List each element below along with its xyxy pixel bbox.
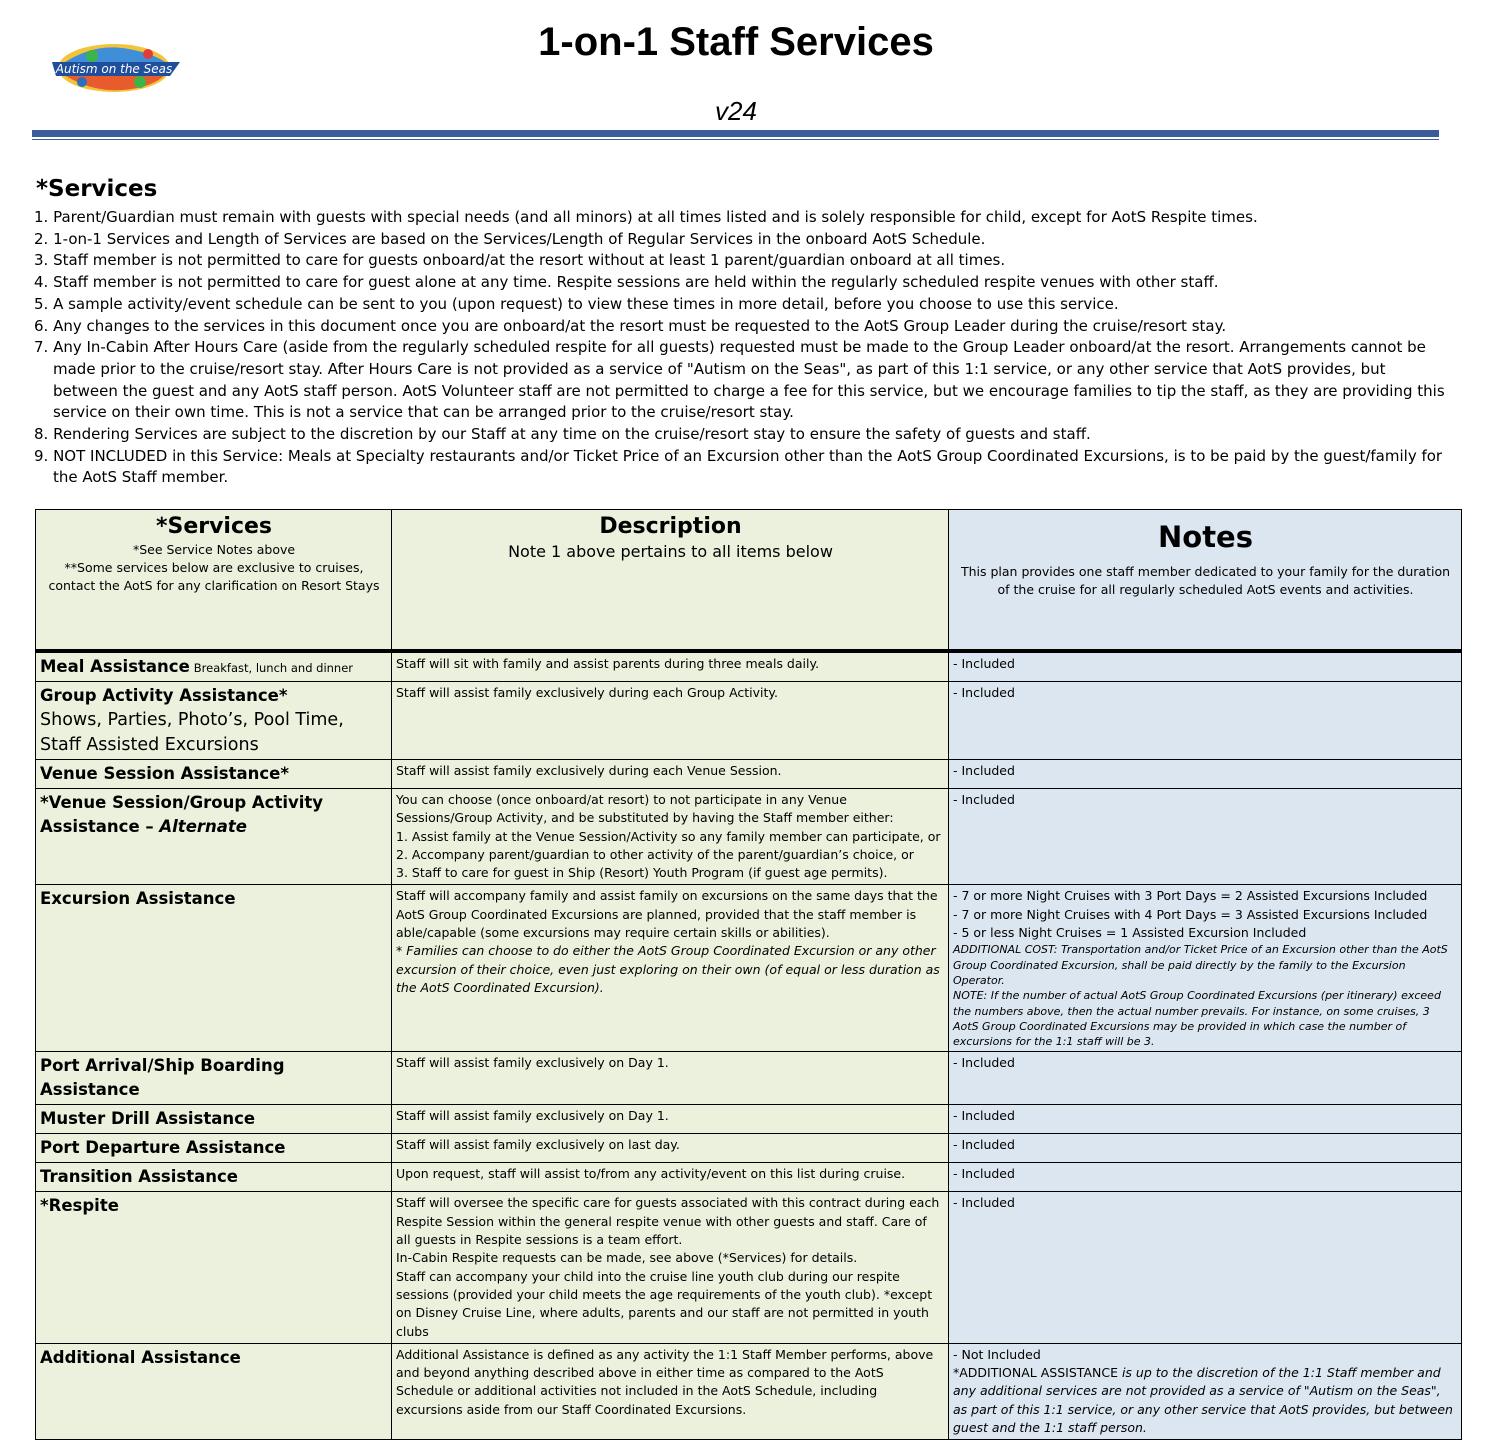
service-name: Excursion Assistance — [40, 889, 236, 909]
service-notes: - 7 or more Night Cruises with 3 Port Days = 2 Assisted Excursions Included - 7 or more Night Cruises with 4 Port Days = 3 Assisted Excursions Included - 5 or less Night Cruises = 1 Assisted Excursion Included ADDITIONAL COST: Transportation and/or Ticket Price of an Excursion other than the AotS Group Coordinated Excursion, shall be paid directly by the family to the Excursion Operator. NOTE: If the number of actual AotS Group Coordinated Excursions (per itinerary) exceed the numbers above, then the actual number prevails. For instance, on some cruises, 3 AotS Group Coordinated Excursions may be provided in which case the number of excursions for the 1:1 staff will be 3. — [949, 885, 1462, 1052]
svg-text:Autism on the Seas: Autism on the Seas — [55, 62, 173, 76]
service-description: Staff will oversee the specific care for guests associated with this contract during each Respite Session within the general respite venue with other guests and staff. Care of all guests in Respite sessions is a team effort. In-Cabin Respite requests can be made, see above (*Services) for details. Staff can accompany your child into the cruise line youth club during our respite sessions (provided your child meets the age requirements of the youth club). *except on Disney Cruise Line, where adults, parents and our staff are not permitted in youth clubs — [392, 1192, 949, 1343]
service-note: 5. A sample activity/event schedule can be sent to you (upon request) to view these times in more detail, before you choose to use this service. — [34, 294, 1119, 313]
service-name: Additional Assistance — [40, 1347, 241, 1367]
table-row — [36, 1105, 1462, 1134]
table-row — [36, 760, 1462, 789]
table-row — [36, 1343, 1462, 1439]
service-notes: - Included — [949, 1192, 1462, 1343]
service-name: *Venue Session/Group Activity Assistance – — [40, 793, 324, 836]
service-note: 1. Parent/Guardian must remain with guests with special needs (and all minors) at all times listed and is solely responsible for child, except for AotS Respite times. — [34, 208, 1258, 226]
service-description: Staff will assist family exclusively during each Venue Session. — [392, 760, 949, 789]
table-header-row — [36, 510, 1462, 652]
service-note: 3. Staff member is not permitted to care for guests onboard/at the resort without at least 1 parent/guardian onboard at all times. — [34, 251, 1006, 270]
service-note: 4. Staff member is not permitted to care for guest alone at any time. Respite sessions are held within the regularly scheduled respite venues with other staff. — [34, 273, 1219, 292]
service-name: Meal Assistance — [40, 657, 190, 676]
service-description: Staff will assist family exclusively on Day 1. — [392, 1052, 949, 1105]
header-rule — [32, 130, 1439, 137]
service-note: 8. Rendering Services are subject to the discretion by our Staff at any time on the cruise/resort stay to ensure the safety of guests and staff. — [34, 425, 1091, 444]
service-notes: - Included — [949, 1052, 1462, 1105]
service-description: Staff will assist family exclusively on Day 1. — [392, 1105, 949, 1134]
service-notes: - Included — [949, 651, 1462, 682]
service-description: Staff will assist family exclusively on last day. — [392, 1134, 949, 1163]
service-notes: - Included — [949, 1163, 1462, 1192]
service-name: Port Departure Assistance — [40, 1138, 286, 1158]
service-name: Muster Drill Assistance — [40, 1109, 256, 1129]
service-notes: - Included — [949, 789, 1462, 885]
service-note: 7. Any In-Cabin After Hours Care (aside from the regularly scheduled respite for all guests) requested must be made to the Group Leader onboard/at the resort. Arrangements cannot be made prior to the cruise/resort stay. After Hours Care is not provided as a service of "Autism on the Seas", as part of this 1:1 service, or any other service that AotS provides, but between the guest and any AotS staff person. AotS Volunteer staff are not permitted to charge a fee for this service, but we encourage families to tip the staff, as they are providing this service on their own time. This is not a service that can be arranged prior to the cruise/resort stay. — [34, 338, 1445, 422]
service-name: Venue Session Assistance* — [40, 764, 289, 783]
service-description: Staff will accompany family and assist family on excursions on the same days that the AotS Group Coordinated Excursions are planned, provided that the staff member is able/capable (some excursions may require certain skills or abilities). * Families can choose to do either the AotS Group Coordinated Excursion or any other excursion of their choice, even just exploring on their own (of equal or less duration as the AotS Coordinated Excursion). — [392, 885, 949, 1052]
header-notes: Notes This plan provides one staff member dedicated to your family for the duration of the cruise for all regularly scheduled AotS events and activities. — [949, 510, 1462, 652]
service-notes: - Included — [949, 1134, 1462, 1163]
service-description: Additional Assistance is defined as any activity the 1:1 Staff Member performs, above and beyond anything described above in either time as compared to the AotS Schedule or additional activities not included in the AotS Schedule, including excursions aside from our Staff Coordinated Excursions. — [392, 1343, 949, 1439]
service-note: 6. Any changes to the services in this document once you are onboard/at the resort must be requested to the AotS Group Leader during the cruise/resort stay. — [34, 316, 1227, 335]
service-notes: - Included — [949, 760, 1462, 789]
services-notes-title: *Services — [36, 176, 158, 202]
table-row — [36, 1052, 1462, 1105]
table-row — [36, 1163, 1462, 1192]
service-name: Transition Assistance — [40, 1167, 238, 1187]
service-note: 2. 1-on-1 Services and Length of Services are based on the Services/Length of Regular Services in the onboard AotS Schedule. — [34, 229, 986, 248]
service-notes: - Included — [949, 1105, 1462, 1134]
service-description: You can choose (once onboard/at resort) to not participate in any Venue Sessions/Group Activity, and be substituted by having the Staff member either: 1. Assist family at the Venue Session/Activity so any family member can participate, or 2. Accompany parent/guardian to other activity of the parent/guardian’s choice, or 3. Staff to care for guest in Ship (Resort) Youth Program (if guest age permits). — [392, 789, 949, 885]
service-description: Staff will assist family exclusively during each Group Activity. — [392, 682, 949, 760]
document-title: 1-on-1 Staff Services — [538, 20, 934, 64]
table-row — [36, 1192, 1462, 1343]
service-name: Group Activity Assistance* — [40, 686, 288, 705]
service-notes: - Included — [949, 682, 1462, 760]
header-services: *Services *See Service Notes above **Some services below are exclusive to cruises, contact the AotS for any clarification on Resort Stays — [36, 510, 392, 652]
table-row — [36, 885, 1462, 1052]
service-description: Staff will sit with family and assist parents during three meals daily. — [392, 651, 949, 682]
header-rule-thin — [32, 139, 1439, 140]
service-notes: - Not Included *ADDITIONAL ASSISTANCE is up to the discretion of the 1:1 Staff member and any additional services are not provided as a service of "Autism on the Seas", as part of this 1:1 service, or any other service that AotS provides, but between guest and the 1:1 staff person. — [949, 1343, 1462, 1439]
table-row — [36, 1134, 1462, 1163]
services-table — [35, 509, 1462, 1440]
service-name: Port Arrival/Ship Boarding Assistance — [40, 1056, 285, 1100]
service-note: 9. NOT INCLUDED in this Service: Meals at Specialty restaurants and/or Ticket Price of an Excursion other than the AotS Group Coordinated Excursions, is to be paid by the guest/family for the AotS Staff member. — [34, 446, 1443, 487]
services-notes-list — [34, 207, 1454, 489]
table-row: Group Activity Assistance* Shows, Parties, Photo’s, Pool Time, Staff Assisted Excursions Staff will assist family exclusively during each Group Activity. - Included — [36, 682, 1462, 760]
table-row: *Venue Session/Group Activity Assistance – Alternate You can choose (once onboard/at resort) to not participate in any Venue Sessions/Group Activity, and be substituted by having the Staff member either: 1. Assist family at the Venue Session/Activity so any family member can participate, or 2. Accompany parent/guardian to other activity of the parent/guardian’s choice, or 3. Staff to care for guest in Ship (Resort) Youth Program (if guest age permits). - Included — [36, 789, 1462, 885]
service-description: Upon request, staff will assist to/from any activity/event on this list during cruise. — [392, 1163, 949, 1192]
document-version: v24 — [715, 96, 757, 126]
header-description: Description Note 1 above pertains to all items below — [392, 510, 949, 652]
service-name: *Respite — [40, 1196, 119, 1216]
table-row: Meal Assistance Breakfast, lunch and dinner Staff will sit with family and assist parents during three meals daily. - Included — [36, 651, 1462, 682]
